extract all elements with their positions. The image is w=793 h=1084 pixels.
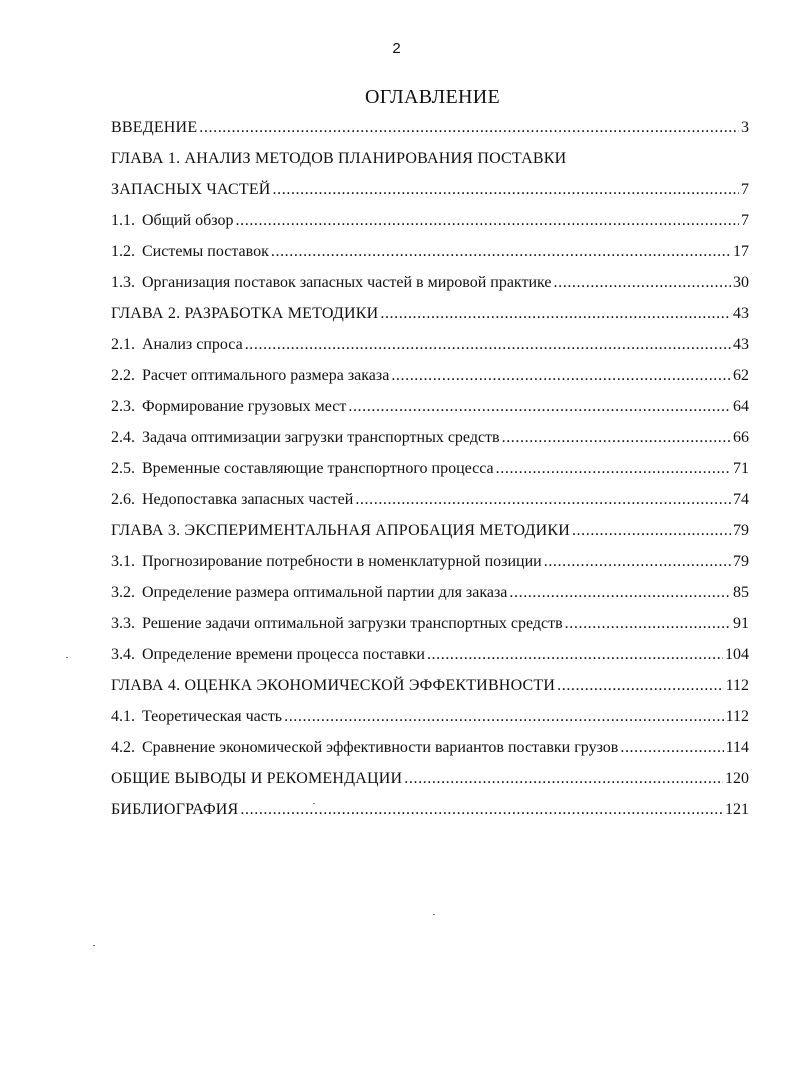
toc-leader-dots	[284, 706, 723, 728]
toc-entry	[111, 706, 749, 728]
toc-entry-text: Теоретическая часть	[142, 708, 283, 725]
toc-entry-text: Формирование грузовых мест	[142, 398, 347, 415]
toc-entry	[111, 334, 749, 356]
toc-leader-dots	[380, 303, 731, 325]
toc-leader-dots	[273, 179, 739, 201]
toc-entry	[111, 675, 749, 697]
toc-entry-page: 112	[725, 677, 749, 694]
toc-leader-dots	[427, 644, 723, 666]
toc-leader-dots	[620, 737, 723, 759]
toc-entry	[111, 768, 749, 790]
toc-entry-text: Общий обзор	[142, 212, 234, 229]
toc-entry-text: Системы поставок	[142, 243, 269, 260]
toc-entry-page: 79	[733, 553, 749, 570]
toc-entry-number: 3.4.	[111, 646, 135, 663]
toc-entry-number: 3.3.	[111, 615, 135, 632]
toc-leader-dots	[544, 551, 731, 573]
toc-entry-number: 2.5.	[111, 460, 135, 477]
toc-entry-text: ЗАПАСНЫХ ЧАСТЕЙ	[111, 181, 271, 198]
toc-entry-text: Сравнение экономической эффективности вариантов поставки грузов	[142, 739, 619, 756]
toc-entry-text: Определение размера оптимальной партии для заказа	[142, 584, 508, 601]
toc-entry	[111, 427, 749, 449]
toc-entry-page: 71	[733, 460, 749, 477]
toc-entry-page: 120	[725, 770, 749, 787]
toc-entry-page: 114	[725, 739, 749, 756]
toc-entry-page: 91	[733, 615, 749, 632]
toc-entry-number: 2.2.	[111, 367, 135, 384]
toc-entry-number: 1.1.	[111, 212, 135, 229]
toc-entry-text: Недопоставка запасных частей	[142, 491, 354, 508]
toc-leader-dots	[572, 520, 731, 542]
toc-leader-dots	[355, 489, 731, 511]
toc-entry-number: 2.4.	[111, 429, 135, 446]
toc-entry	[111, 582, 749, 604]
toc-entry-page: 121	[725, 801, 749, 818]
toc-leader-dots	[404, 768, 723, 790]
toc-entry-text: ГЛАВА 1. АНАЛИЗ МЕТОДОВ ПЛАНИРОВАНИЯ ПОСТАВКИ	[111, 150, 567, 167]
toc-leader-dots	[271, 241, 731, 263]
toc-entry-text: Временные составляющие транспортного процесса	[142, 460, 494, 477]
toc-chapter-heading	[111, 148, 566, 170]
toc-leader-dots	[554, 272, 731, 294]
toc-entry	[111, 272, 749, 294]
toc-entry	[111, 396, 749, 418]
toc-entry-page: 104	[725, 646, 749, 663]
scan-speck	[93, 945, 95, 946]
toc-leader-dots	[557, 675, 723, 697]
toc-entry-text: Определение времени процесса поставки	[142, 646, 425, 663]
toc-entry-number: 2.1.	[111, 336, 135, 353]
toc-entry-number: 3.2.	[111, 584, 135, 601]
toc-entry-text: ОБЩИЕ ВЫВОДЫ И РЕКОМЕНДАЦИИ	[111, 770, 403, 787]
toc-entry-page: 112	[725, 708, 749, 725]
toc-entry-text: Задача оптимизации загрузки транспортных средств	[142, 429, 500, 446]
toc-leader-dots	[236, 210, 739, 232]
scan-speck	[66, 657, 68, 658]
toc-leader-dots	[565, 613, 731, 635]
toc-leader-dots	[502, 427, 731, 449]
toc-entry-page: 7	[741, 181, 749, 198]
toc-entry	[111, 179, 749, 201]
toc-entry	[111, 644, 749, 666]
toc-entry	[111, 117, 749, 139]
toc-entry-text: Организация поставок запасных частей в мировой практике	[142, 274, 552, 291]
toc-entry-text: ГЛАВА 2. РАЗРАБОТКА МЕТОДИКИ	[111, 305, 379, 322]
toc-entry-text: ВВЕДЕНИЕ	[111, 119, 198, 136]
toc-entry	[111, 551, 749, 573]
toc-entry-number: 1.3.	[111, 274, 135, 291]
toc-entry-text: Анализ спроса	[142, 336, 243, 353]
toc-entry-page: 43	[733, 305, 749, 322]
toc-entry-page: 74	[733, 491, 749, 508]
toc-entry-text: Прогнозирование потребности в номенклатурной позиции	[142, 553, 542, 570]
toc-entry	[111, 458, 749, 480]
toc-entry-page: 79	[733, 522, 749, 539]
toc-entry-page: 64	[733, 398, 749, 415]
toc-entry	[111, 613, 749, 635]
toc-entry-page: 85	[733, 584, 749, 601]
toc-entry-page: 43	[733, 336, 749, 353]
toc-leader-dots	[199, 117, 739, 139]
toc-entry	[111, 303, 749, 325]
toc-entry-page: 3	[741, 119, 749, 136]
toc-leader-dots	[348, 396, 731, 418]
toc-entry	[111, 241, 749, 263]
toc-entry-text: Решение задачи оптимальной загрузки транспортных средств	[142, 615, 563, 632]
toc-entry-page: 17	[733, 243, 749, 260]
toc-title: ОГЛАВЛЕНИЕ	[365, 86, 500, 108]
page-number: 2	[392, 40, 401, 57]
toc-entry	[111, 799, 749, 821]
toc-entry	[111, 520, 749, 542]
toc-leader-dots	[245, 334, 731, 356]
toc-entry-page: 7	[741, 212, 749, 229]
toc-entry-text: БИБЛИОГРАФИЯ	[111, 801, 239, 818]
scan-speck	[313, 803, 315, 804]
toc-leader-dots	[496, 458, 731, 480]
scan-speck	[433, 914, 435, 915]
toc-entry-page: 30	[733, 274, 749, 291]
toc-entry	[111, 489, 749, 511]
toc-entry-number: 2.6.	[111, 491, 135, 508]
toc-entry-number: 4.2.	[111, 739, 135, 756]
toc-entry-number: 3.1.	[111, 553, 135, 570]
toc-entry	[111, 210, 749, 232]
toc-entry-page: 62	[733, 367, 749, 384]
toc-entry	[111, 365, 749, 387]
toc-entry-page: 66	[733, 429, 749, 446]
toc-entry-number: 4.1.	[111, 708, 135, 725]
toc-entry-number: 1.2.	[111, 243, 135, 260]
toc-leader-dots	[509, 582, 731, 604]
toc-entry-text: ГЛАВА 3. ЭКСПЕРИМЕНТАЛЬНАЯ АПРОБАЦИЯ МЕТОДИКИ	[111, 522, 570, 539]
toc-entry-number: 2.3.	[111, 398, 135, 415]
toc-entry-text: ГЛАВА 4. ОЦЕНКА ЭКОНОМИЧЕСКОЙ ЭФФЕКТИВНОСТИ	[111, 677, 556, 694]
toc-entry-text: Расчет оптимального размера заказа	[142, 367, 390, 384]
toc-leader-dots	[391, 365, 731, 387]
toc-entry	[111, 737, 749, 759]
